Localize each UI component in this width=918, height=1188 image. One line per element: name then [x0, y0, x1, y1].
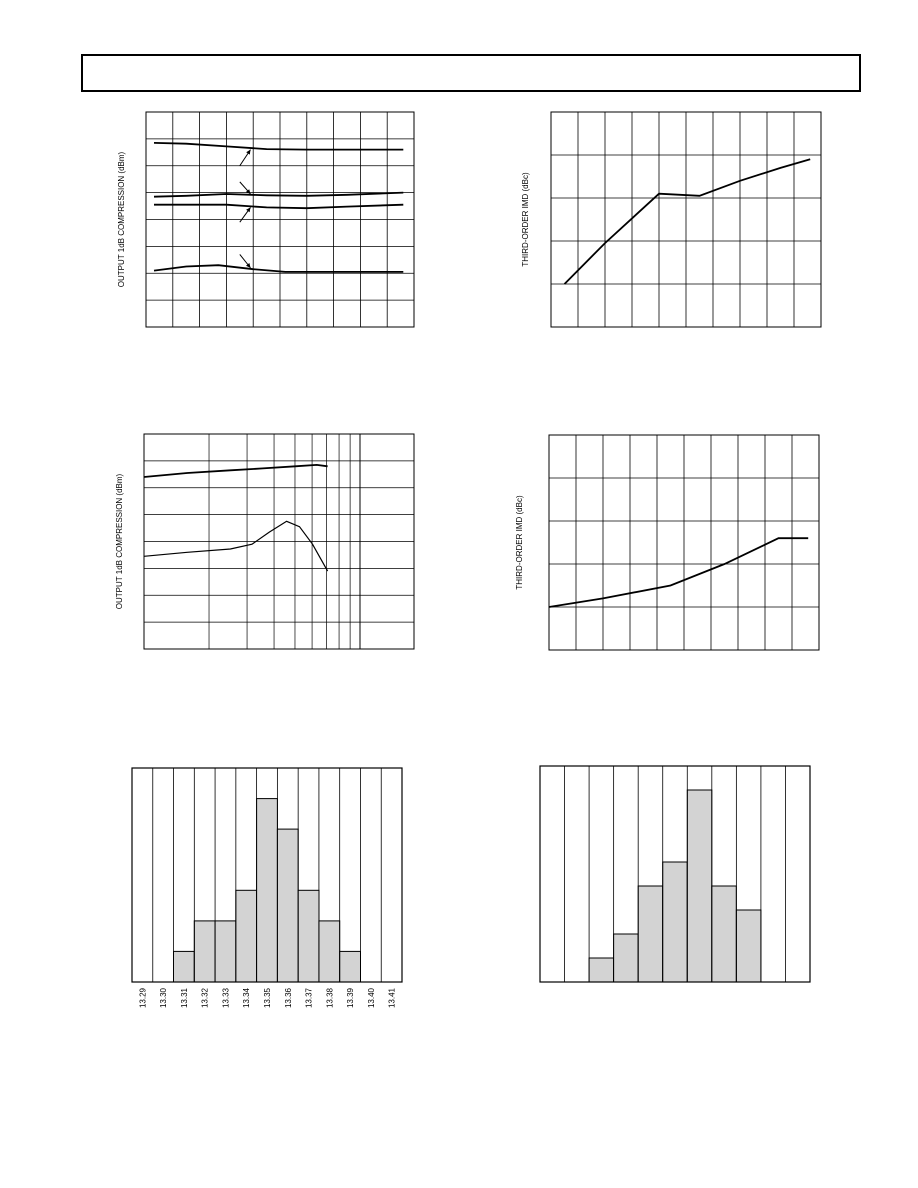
- histogram-bar-8: [277, 829, 298, 982]
- annotation-arrow-2: [240, 182, 251, 194]
- histogram-bar-6: [236, 890, 257, 982]
- histogram-bar-5: [638, 886, 663, 982]
- histogram-bar-8: [712, 886, 737, 982]
- x-tick-label: 13.38: [325, 988, 335, 1009]
- x-tick-label: 13.40: [366, 988, 376, 1009]
- x-tick-label: 13.39: [346, 988, 356, 1009]
- x-tick-label: 13.41: [387, 988, 397, 1009]
- x-tick-label: 13.34: [242, 988, 252, 1009]
- x-tick-label: 13.29: [138, 988, 148, 1009]
- x-tick-label: 13.33: [221, 988, 231, 1009]
- x-tick-label: 13.31: [179, 988, 189, 1009]
- series-line-3: [154, 205, 403, 209]
- y-axis-label: OUTPUT 1dB COMPRESSION (dBm): [115, 473, 124, 610]
- chart-5-histogram: [120, 760, 420, 1050]
- series-line-4: [154, 265, 403, 272]
- annotation-arrow-3: [240, 207, 251, 222]
- gridlines: [549, 435, 819, 650]
- x-tick-label: 13.36: [283, 988, 293, 1009]
- chart-4-third-order-imd: [512, 425, 842, 665]
- histogram-bar-3: [589, 958, 614, 982]
- histogram-bar-7: [687, 790, 712, 982]
- series-line-1: [549, 538, 808, 607]
- gridlines: [551, 112, 821, 327]
- annotation-arrow-1: [240, 150, 251, 166]
- histogram-bar-6: [663, 862, 688, 982]
- chart-2-third-order-imd: [512, 105, 842, 345]
- series-line-2: [144, 521, 328, 571]
- arrow-head: [246, 150, 250, 155]
- gridlines: [144, 434, 414, 649]
- histogram-bar-4: [194, 921, 215, 982]
- chart-1-output-compression: [100, 105, 430, 345]
- x-tick-label: 13.37: [304, 988, 314, 1009]
- annotation-arrow-4: [240, 254, 251, 267]
- y-axis-label: THIRD-ORDER IMD (dBc): [515, 495, 524, 590]
- histogram-bar-9: [736, 910, 761, 982]
- x-tick-label: 13.30: [159, 988, 169, 1009]
- histogram-bar-7: [257, 799, 278, 982]
- chart-6-histogram: [530, 760, 830, 1000]
- series-line-1: [565, 159, 811, 284]
- histogram-bar-11: [340, 951, 361, 982]
- series-line-2: [154, 193, 403, 197]
- arrow-head: [246, 207, 250, 212]
- y-axis-label: OUTPUT 1dB COMPRESSION (dBm): [117, 151, 126, 288]
- histogram-bar-9: [298, 890, 319, 982]
- histogram-bar-3: [174, 951, 195, 982]
- chart-3-output-compression-log: [100, 425, 430, 665]
- histogram-bar-10: [319, 921, 340, 982]
- series-line-1: [154, 143, 403, 150]
- x-tick-label: 13.35: [263, 988, 272, 1009]
- y-axis-label: THIRD-ORDER IMD (dBc): [521, 172, 530, 267]
- x-tick-label: 13.32: [200, 988, 210, 1009]
- page-header-box: [81, 54, 861, 92]
- series-line-1: [144, 465, 328, 477]
- histogram-bar-4: [614, 934, 639, 982]
- histogram-bar-5: [215, 921, 236, 982]
